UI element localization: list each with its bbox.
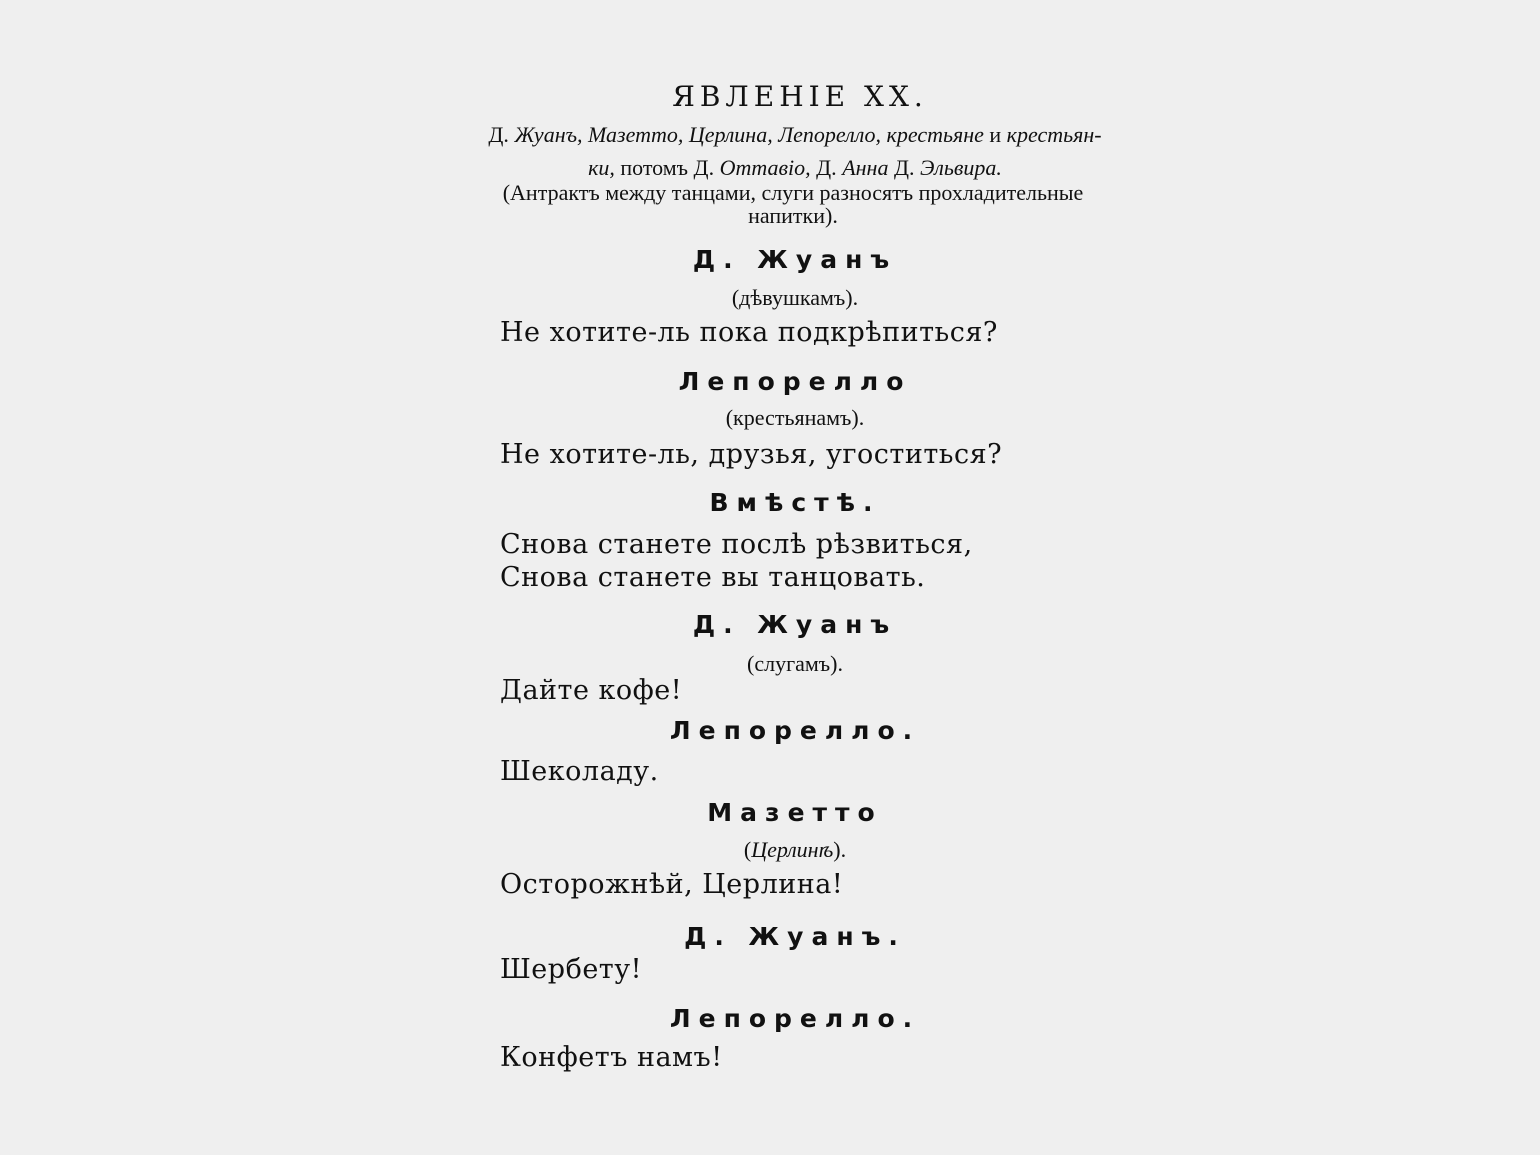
cast-text: потомъ Д.	[614, 155, 720, 180]
dialogue-line: Шеколаду.	[500, 756, 659, 787]
cast-name: крестьян-	[1006, 122, 1102, 147]
cast-text: Д.	[888, 155, 920, 180]
cast-text: Д.	[810, 155, 843, 180]
cast-name: Анна	[842, 155, 889, 180]
scene-title: ЯВЛЕНІЕ XX.	[672, 80, 928, 113]
dialogue-line: Снова станете послѣ рѣзвиться,	[500, 529, 973, 560]
direction-text: (	[743, 837, 752, 862]
speaker-name: Д. Жуанъ	[692, 610, 898, 639]
dialogue-line: Снова станете вы танцовать.	[500, 562, 926, 593]
cast-name: ки,	[588, 155, 615, 180]
speaker-name: Д. Жуанъ.	[684, 922, 906, 951]
direction-text: ).	[833, 837, 847, 862]
speaker-direction	[400, 836, 1190, 864]
speaker-direction: (крестьянамъ).	[725, 405, 865, 430]
speaker-name: Лепорелло.	[669, 1004, 921, 1033]
dialogue-line: Конфетъ намъ!	[500, 1042, 723, 1073]
speaker-name: Лепорелло.	[669, 716, 921, 745]
dialogue-line: Не хотите-ль, друзья, угоститься?	[500, 439, 1003, 470]
dialogue-line: Не хотите-ль пока подкрѣпиться?	[500, 317, 998, 348]
cast-name: Эльвира.	[919, 155, 1002, 180]
direction-name: Церлинѣ	[751, 837, 834, 862]
speaker-direction: (слугамъ).	[747, 651, 843, 676]
cast-name: Жуанъ,	[514, 122, 583, 147]
cast-name: Мазетто, Церлина, Лепорелло, крестьяне	[588, 122, 984, 147]
cast-list-line-1	[400, 120, 1190, 150]
cast-text: и	[983, 122, 1007, 147]
speaker-name: Вмѣстѣ.	[709, 488, 881, 517]
speaker-name: Мазетто	[707, 798, 883, 827]
dialogue-line: Осторожнѣй, Церлина!	[500, 869, 844, 900]
speaker-name: Д. Жуанъ	[692, 245, 898, 274]
stage-direction-line-1: (Антрактъ между танцами, слуги разносятъ прохладительные	[502, 180, 1084, 205]
dialogue-line: Шербету!	[500, 954, 642, 985]
cast-name: Оттавіо,	[719, 155, 811, 180]
speaker-name: Лепорелло	[678, 367, 912, 396]
speaker-direction: (дѣвушкамъ).	[731, 285, 859, 310]
cast-text: Д.	[488, 122, 515, 147]
dialogue-line: Дайте кофе!	[500, 675, 683, 706]
cast-list-line-2	[400, 153, 1190, 183]
stage-direction-line-2: напитки).	[748, 203, 838, 228]
